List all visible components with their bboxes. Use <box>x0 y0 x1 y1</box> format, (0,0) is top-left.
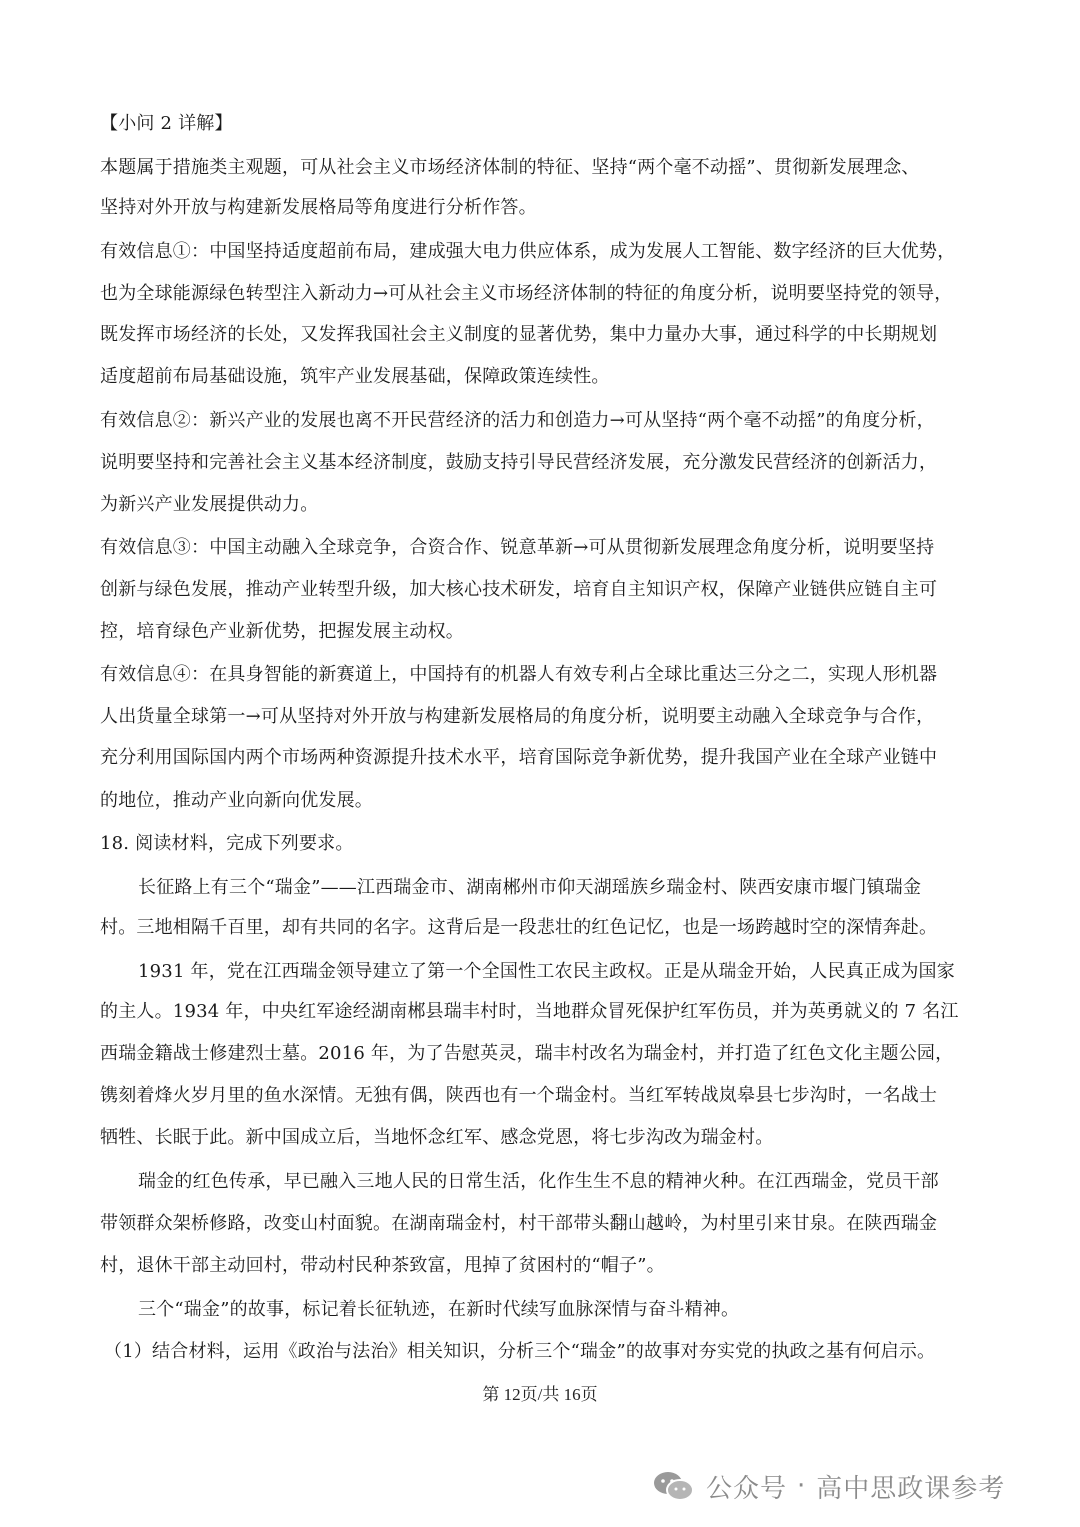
material-line: 镌刻着烽火岁月里的鱼水深情。无独有偶，陕西也有一个瑞金村。当红军转战岚皋县七步沟时，一名战士 <box>100 1085 938 1106</box>
analysis-line: 本题属于措施类主观题，可从社会主义市场经济体制的特征、坚持“两个毫不动摇”、贯彻新发展理念、 <box>100 157 920 178</box>
material-line: 带领群众架桥修路，改变山村面貌。在湖南瑞金村，村干部带头翻山越岭，为村里引来甘泉。在陕西瑞金 <box>100 1213 938 1234</box>
analysis-line: 创新与绿色发展，推动产业转型升级，加大核心技术研发，培育自主知识产权，保障产业链供应链自主可 <box>100 579 938 600</box>
material-line: 长征路上有三个“瑞金”——江西瑞金市、湖南郴州市仰天湖瑶族乡瑞金村、陕西安康市堰门镇瑞金 <box>138 877 922 898</box>
analysis-line: 有效信息①：中国坚持适度超前布局，建成强大电力供应体系，成为发展人工智能、数字经济的巨大优势， <box>100 241 956 262</box>
analysis-line: 有效信息③：中国主动融入全球竞争，合资合作、锐意革新→可从贯彻新发展理念角度分析，说明要坚持 <box>100 537 935 558</box>
material-line: 西瑞金籍战士修建烈士墓。2016 年，为了告慰英灵，瑞丰村改名为瑞金村，并打造了红色文化主题公园， <box>100 1043 954 1064</box>
question-18: 18. 阅读材料，完成下列要求。 <box>100 833 354 854</box>
watermark-account-label: 公众号 <box>706 1473 788 1504</box>
material-line: 村。三地相隔千百里，却有共同的名字。这背后是一段悲壮的红色记忆，也是一场跨越时空的深情奔赴。 <box>100 917 938 938</box>
material-line: 1931 年，党在江西瑞金领导建立了第一个全国性工农民主政权。正是从瑞金开始，人民真正成为国家 <box>138 961 955 982</box>
section-heading: 【小问 2 详解】 <box>100 113 233 134</box>
watermark-account-name: 高中思政课参考 <box>816 1473 1006 1504</box>
analysis-line: 充分利用国际国内两个市场两种资源提升技术水平，培育国际竞争新优势，提升我国产业在全球产业链中 <box>100 747 938 768</box>
analysis-line: 为新兴产业发展提供动力。 <box>100 494 319 515</box>
analysis-line: 坚持对外开放与构建新发展格局等角度进行分析作答。 <box>100 197 537 218</box>
analysis-line: 控，培育绿色产业新优势，把握发展主动权。 <box>100 621 464 642</box>
sub-question-1: （1）结合材料，运用《政治与法治》相关知识，分析三个“瑞金”的故事对夯实党的执政之基有何启示。 <box>104 1341 936 1362</box>
material-line: 牺牲、长眠于此。新中国成立后，当地怀念红军、感念党恩，将七步沟改为瑞金村。 <box>100 1127 774 1148</box>
analysis-line: 有效信息②：新兴产业的发展也离不开民营经济的活力和创造力→可从坚持“两个毫不动摇”的角度分析， <box>100 410 935 431</box>
material-line: 瑞金的红色传承，早已融入三地人民的日常生活，化作生生不息的精神火种。在江西瑞金，党员干部 <box>138 1171 939 1192</box>
analysis-line: 适度超前布局基础设施，筑牢产业发展基础，保障政策连续性。 <box>100 366 610 387</box>
wechat-icon <box>652 1469 696 1503</box>
analysis-line: 说明要坚持和完善社会主义基本经济制度，鼓励支持引导民营经济发展，充分激发民营经济的创新活力， <box>100 452 938 473</box>
analysis-line: 人出货量全球第一→可从坚持对外开放与构建新发展格局的角度分析，说明要主动融入全球竞争与合作， <box>100 706 935 727</box>
analysis-line: 有效信息④：在具身智能的新赛道上，中国持有的机器人有效专利占全球比重达三分之二，实现人形机器 <box>100 664 938 685</box>
analysis-line: 的地位，推动产业向新向优发展。 <box>100 790 373 811</box>
material-line: 的主人。1934 年，中央红军途经湖南郴县瑞丰村时，当地群众冒死保护红军伤员，并为英勇就义的 7 名江 <box>100 1001 959 1022</box>
analysis-line: 也为全球能源绿色转型注入新动力→可从社会主义市场经济体制的特征的角度分析，说明要坚持党的领导， <box>100 283 953 304</box>
material-line: 三个“瑞金”的故事，标记着长征轨迹，在新时代续写血脉深情与奋斗精神。 <box>138 1299 740 1320</box>
watermark <box>652 1466 1005 1506</box>
watermark-separator: · <box>797 1471 807 1501</box>
page-number: 第 12页/共 16页 <box>482 1385 598 1404</box>
material-line: 村，退休干部主动回村，带动村民种茶致富，甩掉了贫困村的“帽子”。 <box>100 1255 665 1276</box>
analysis-line: 既发挥市场经济的长处，又发挥我国社会主义制度的显著优势，集中力量办大事，通过科学的中长期规划 <box>100 324 938 345</box>
